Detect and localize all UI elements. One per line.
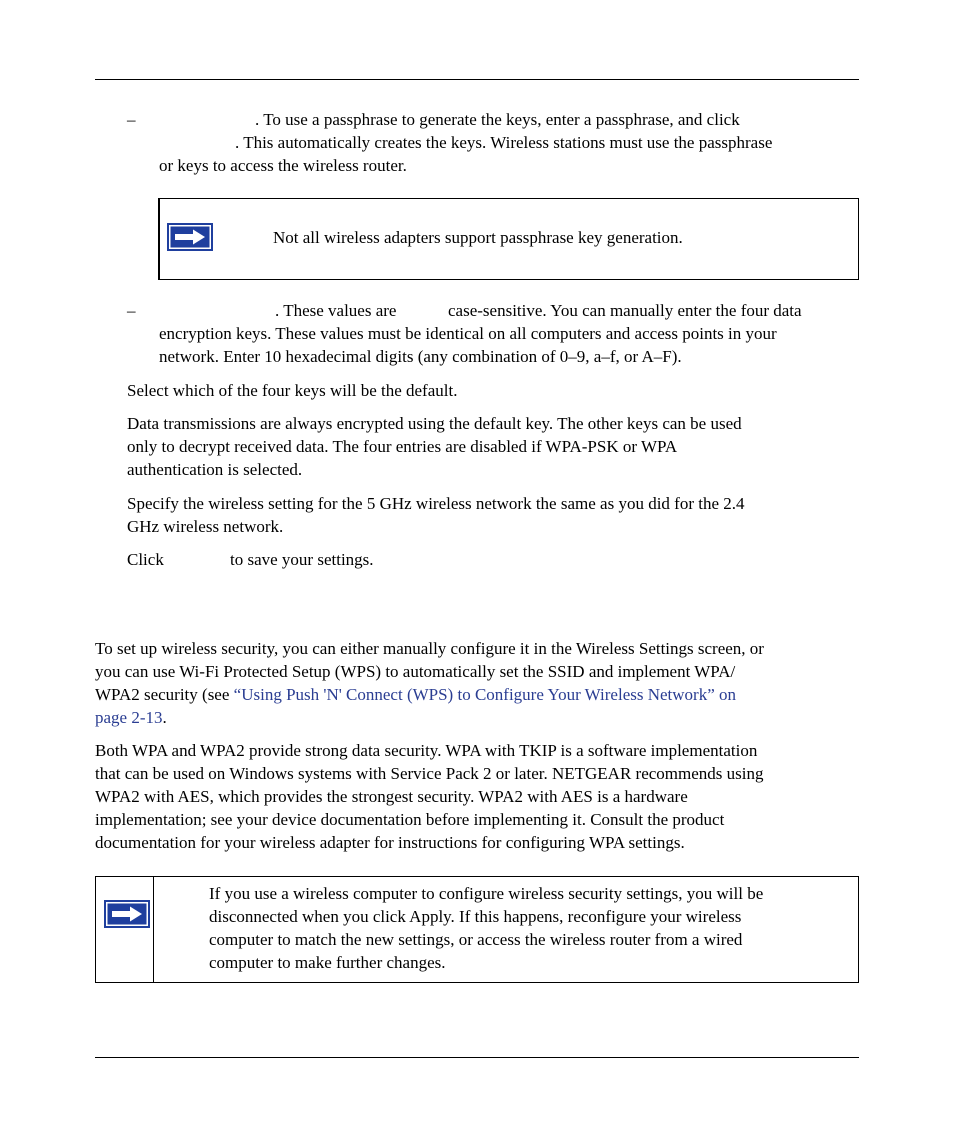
arrow-right-icon — [104, 900, 150, 928]
click-save-after: to save your settings. — [230, 550, 374, 569]
setup-security-line-4 — [95, 706, 167, 729]
note2-line-1: If you use a wireless computer to configure wireless security settings, you will be — [209, 884, 764, 903]
data-transmissions-line-1: Data transmissions are always encrypted using the default key. The other keys can be used — [127, 414, 742, 433]
wps-cross-reference-link[interactable]: “Using Push 'N' Connect (WPS) to Configure Your Wireless Network” on — [233, 685, 736, 704]
wpa-line-5: documentation for your wireless adapter for instructions for configuring WPA settings. — [95, 833, 685, 852]
note2-line-3: computer to match the new settings, or access the wireless router from a wired — [209, 930, 743, 949]
setup-security-line-1: To set up wireless security, you can either manually configure it in the Wireless Settings screen, or — [95, 639, 764, 658]
specify-5ghz-line-2: GHz wireless network. — [127, 517, 284, 536]
data-transmissions-line-2: only to decrypt received data. The four entries are disabled if WPA-PSK or WPA — [127, 437, 678, 456]
note2-line-2: disconnected when you click Apply. If this happens, reconfigure your wireless — [209, 907, 742, 926]
data-transmissions-line-3: authentication is selected. — [127, 460, 303, 479]
setup-security-line-2: you can use Wi-Fi Protected Setup (WPS) to automatically set the SSID and implement WPA/ — [95, 662, 736, 681]
note-box-apply-warning — [95, 876, 859, 983]
keys-line-1b: case-sensitive. You can manually enter the four data — [448, 301, 802, 320]
passphrase-line-3: or keys to access the wireless router. — [159, 156, 407, 175]
bullet-dash: – — [127, 301, 136, 320]
setup-security-line-3 — [95, 683, 736, 706]
click-save-before: Click — [127, 550, 164, 569]
wpa-line-2: that can be used on Windows systems with Service Pack 2 or later. NETGEAR recommends using — [95, 764, 764, 783]
keys-line-1a: . These values are — [275, 301, 397, 320]
wps-page-reference-link[interactable]: page 2-13 — [95, 708, 163, 727]
setup-security-line-3-text: WPA2 security (see — [95, 685, 234, 704]
note-text: Not all wireless adapters support passphrase key generation. — [273, 228, 683, 247]
keys-line-2: encryption keys. These values must be identical on all computers and access points in your — [159, 324, 777, 343]
select-default-text: Select which of the four keys will be the default. — [127, 381, 458, 400]
setup-security-period: . — [162, 708, 167, 727]
passphrase-line-1: . To use a passphrase to generate the keys, enter a passphrase, and click — [255, 110, 740, 129]
footer-rule — [95, 1057, 859, 1058]
header-rule — [95, 79, 859, 80]
specify-5ghz-line-1: Specify the wireless setting for the 5 GHz wireless network the same as you did for the 2.4 — [127, 494, 745, 513]
note-box-passphrase — [158, 198, 859, 280]
bullet-dash: – — [127, 110, 136, 129]
passphrase-line-2: . This automatically creates the keys. Wireless stations must use the passphrase — [235, 133, 773, 152]
arrow-right-icon — [167, 223, 213, 251]
note2-line-4: computer to make further changes. — [209, 953, 446, 972]
wpa-line-3: WPA2 with AES, which provides the strongest security. WPA2 with AES is a hardware — [95, 787, 688, 806]
wpa-line-1: Both WPA and WPA2 provide strong data security. WPA with TKIP is a software implementation — [95, 741, 758, 760]
keys-line-3: network. Enter 10 hexadecimal digits (any combination of 0–9, a–f, or A–F). — [159, 347, 682, 366]
wpa-line-4: implementation; see your device documentation before implementing it. Consult the product — [95, 810, 725, 829]
